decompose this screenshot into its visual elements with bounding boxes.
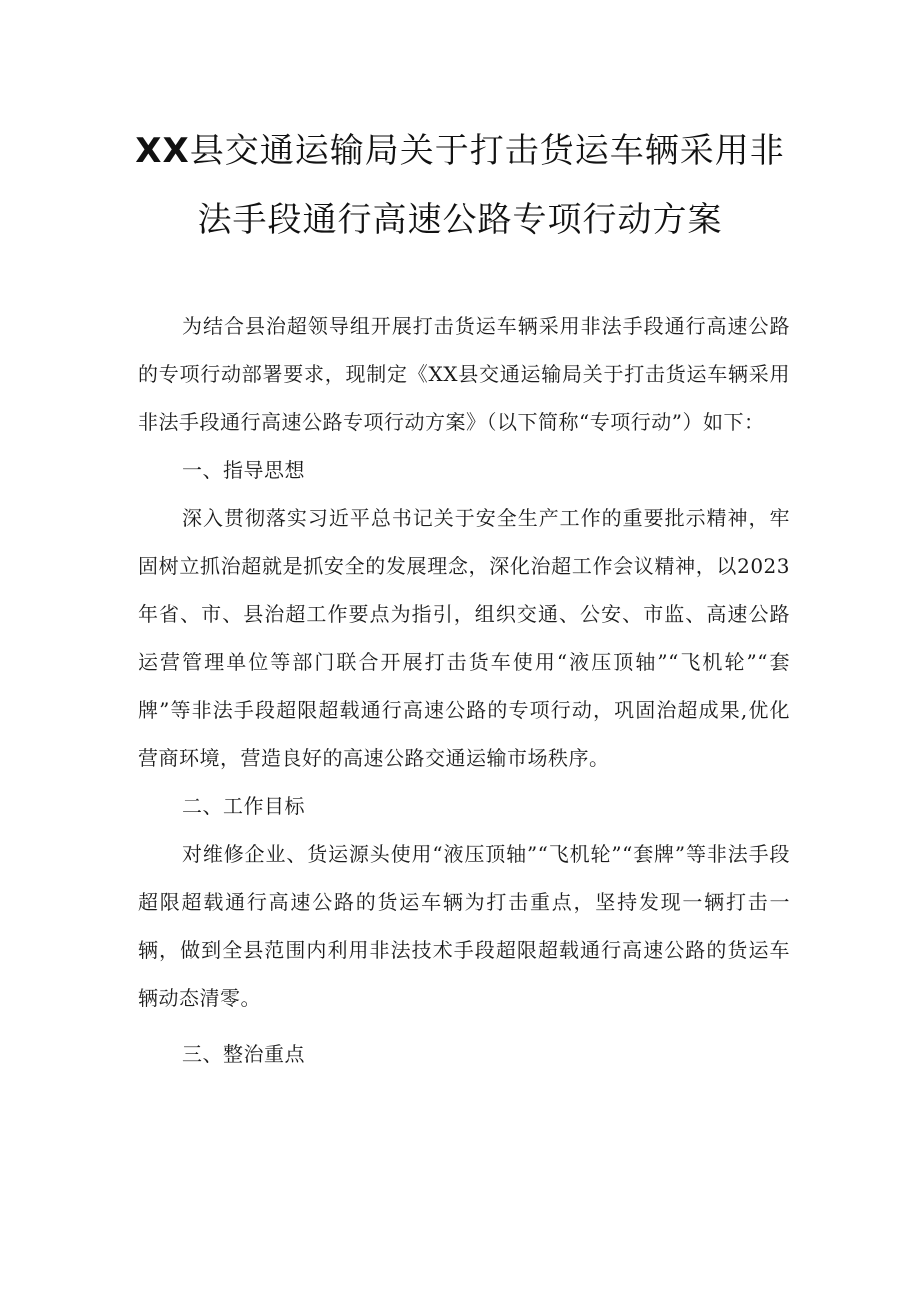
title-prefix: XX <box>135 131 190 171</box>
section-3-heading: 三、整治重点 <box>182 1042 305 1066</box>
document-body <box>138 302 790 1078</box>
section-2-paragraph: 对维修企业、货运源头使用“液压顶轴”“飞机轮”“套牌”等非法手段超限超载通行高速公路的货运车辆为打击重点，坚持发现一辆打击一辆，做到全县范围内利用非法技术手段超限超载通行高速公路的货运车辆动态清零。 <box>138 842 790 1010</box>
section-1-heading: 一、指导思想 <box>182 458 305 482</box>
section-1-paragraph: 深入贯彻落实习近平总书记关于安全生产工作的重要批示精神，牢固树立抓治超就是抓安全的发展理念，深化治超工作会议精神，以2023年省、市、县治超工作要点为指引，组织交通、公安、市监、高速公路运营管理单位等部门联合开展打击货车使用“液压顶轴”“飞机轮”“套牌”等非法手段超限超载通行高速公路的专项行动，巩固治超成果,优化营商环境，营造良好的高速公路交通运输市场秩序。 <box>138 506 790 770</box>
section-2-heading: 二、工作目标 <box>182 794 305 818</box>
title-line-1-text: 县交通运输局关于打击货运车辆采用非 <box>189 131 785 171</box>
intro-paragraph: 为结合县治超领导组开展打击货运车辆采用非法手段通行高速公路的专项行动部署要求，现制定《XX县交通运输局关于打击货运车辆采用非法手段通行高速公路专项行动方案》（以下简称“专项行动”）如下： <box>138 314 790 434</box>
document-title-line-1 <box>0 131 920 171</box>
document-title-line-2: 法手段通行高速公路专项行动方案 <box>197 200 723 240</box>
